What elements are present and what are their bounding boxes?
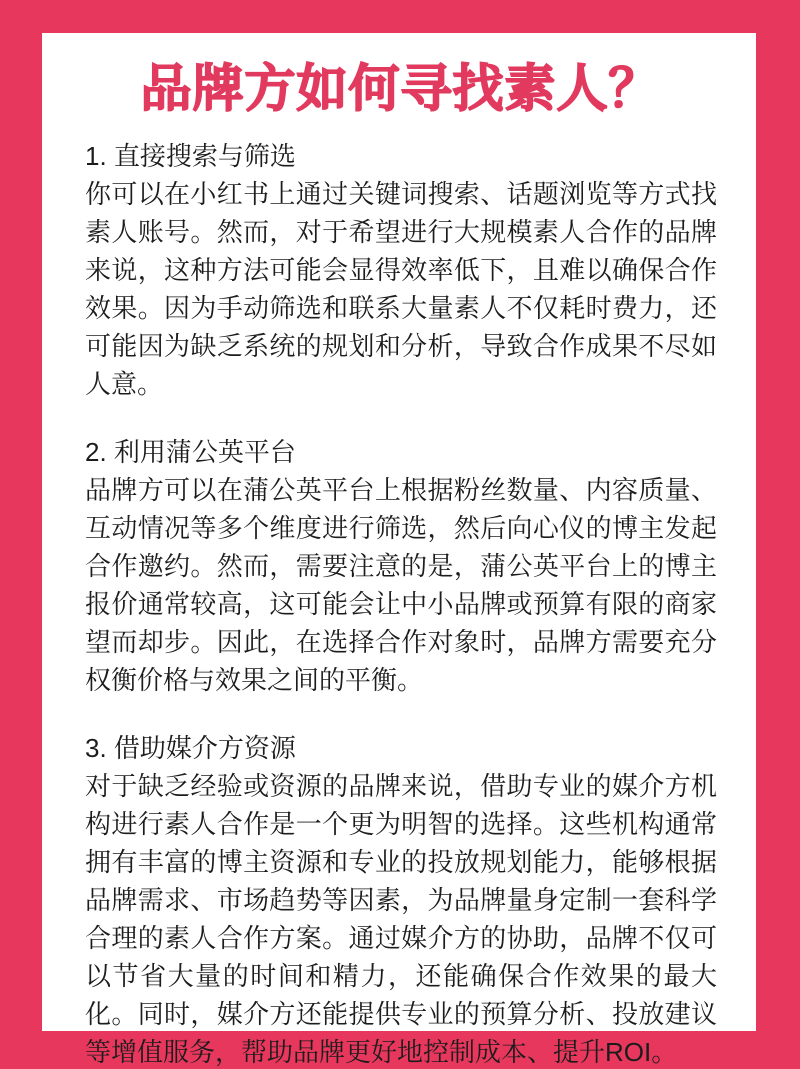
section-media-agency (85, 729, 716, 1069)
section-heading: 2. 利用蒲公英平台 (85, 437, 296, 467)
section-heading: 1. 直接搜索与筛选 (85, 141, 296, 171)
section-body: 你可以在小红书上通过关键词搜索、话题浏览等方式找素人账号。然而，对于希望进行大规模素人合作的品牌来说，这种方法可能会显得效率低下，且难以确保合作效果。因为手动筛选和联系大量素人不仅耗时费力，还可能因为缺乏系统的规划和分析，导致合作成果不尽如人意。 (85, 179, 717, 399)
section-pugongying-platform (85, 433, 716, 699)
section-body: 品牌方可以在蒲公英平台上根据粉丝数量、内容质量、互动情况等多个维度进行筛选，然后向心仪的博主发起合作邀约。然而，需要注意的是，蒲公英平台上的博主报价通常较高，这可能会让中小品牌或预算有限的商家望而却步。因此，在选择合作对象时，品牌方需要充分权衡价格与效果之间的平衡。 (85, 475, 717, 695)
page-title: 品牌方如何寻找素人？ (140, 60, 661, 117)
section-body: 对于缺乏经验或资源的品牌来说，借助专业的媒介方机构进行素人合作是一个更为明智的选择。这些机构通常拥有丰富的博主资源和专业的投放规划能力，能够根据品牌需求、市场趋势等因素，为品牌量身定制一套科学合理的素人合作方案。通过媒介方的协助，品牌不仅可以节省大量的时间和精力，还能确保合作效果的最大化。同时，媒介方还能提供专业的预算分析、投放建议等增值服务，帮助品牌更好地控制成本、提升ROI。 (85, 771, 717, 1067)
section-direct-search (85, 137, 716, 403)
content-card (42, 33, 756, 1067)
section-heading: 3. 借助媒介方资源 (85, 733, 296, 763)
